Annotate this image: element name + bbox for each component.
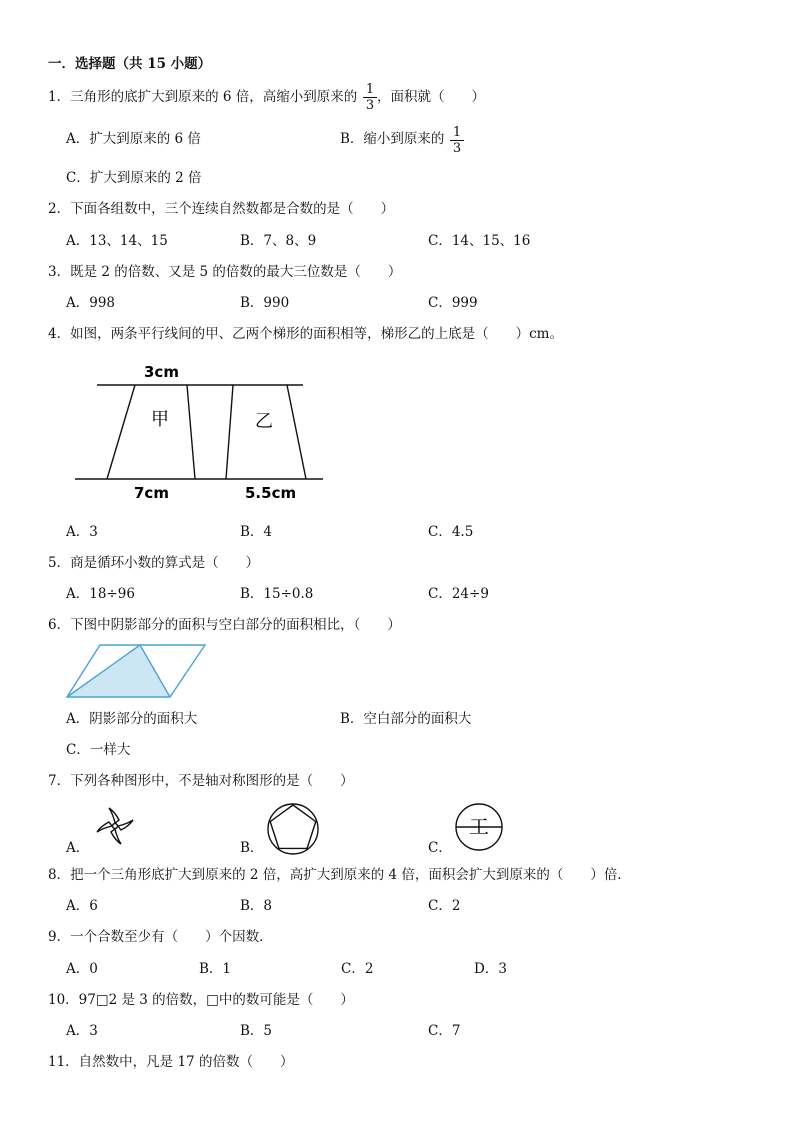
question-8-option-a[interactable]: A．6 [66, 898, 98, 914]
question-6-option-c[interactable]: C．一样大 [66, 742, 131, 758]
question-10-option-b[interactable]: B．5 [240, 1023, 273, 1039]
question-4-option-c[interactable]: C．4.5 [428, 524, 474, 540]
question-9-option-c[interactable]: C．2 [341, 961, 374, 977]
question-4-option-a[interactable]: A．3 [66, 524, 98, 540]
question-8-stem: 8．把一个三角形底扩大到原来的 2 倍，高扩大到原来的 4 倍，面积会扩大到原来的（ ）倍． [48, 867, 631, 883]
question-7-stem: 7．下列各种图形中，不是轴对称图形的是（ ） [48, 773, 354, 789]
question-2-stem: 2．下面各组数中，三个连续自然数都是合数的是（ ） [48, 201, 395, 217]
question-2-option-a[interactable]: A．13、14、15 [66, 233, 168, 249]
circle-gong-icon [454, 802, 504, 852]
question-10-option-a[interactable]: A．3 [66, 1023, 98, 1039]
question-8-option-b[interactable]: B．8 [240, 898, 273, 914]
question-4-option-b[interactable]: B．4 [240, 524, 273, 540]
figure-jia-label: 甲 [151, 409, 169, 430]
question-10-stem: 10．97□2 是 3 的倍数，□中的数可能是（ ） [48, 992, 354, 1008]
question-3-stem: 3．既是 2 的倍数、又是 5 的倍数的最大三位数是（ ） [48, 264, 402, 280]
question-5-option-b[interactable]: B．15÷0.8 [240, 586, 314, 602]
question-3-option-c[interactable]: C．999 [428, 295, 478, 311]
question-9-option-a[interactable]: A．0 [66, 961, 98, 977]
question-1-stem: 1．三角形的底扩大到原来的 6 倍，高缩小到原来的 [48, 89, 358, 105]
question-4-stem: 4．如图，两条平行线间的甲、乙两个梯形的面积相等，梯形乙的上底是（ ）cm。 [48, 326, 563, 342]
question-1-option-b[interactable]: B．缩小到原来的 [340, 131, 445, 147]
question-6-option-b[interactable]: B．空白部分的面积大 [340, 711, 472, 727]
question-11-stem: 11．自然数中，凡是 17 的倍数（ ） [48, 1054, 294, 1070]
question-9-option-b[interactable]: B．1 [199, 961, 232, 977]
question-7-option-a[interactable]: A． [66, 840, 90, 856]
figure-top-label: 3cm [144, 363, 179, 381]
question-8-option-c[interactable]: C．2 [428, 898, 461, 914]
question-3-option-b[interactable]: B．990 [240, 295, 290, 311]
circle-pentagon-icon [266, 802, 320, 856]
figure-bottom-left-label: 7cm [134, 484, 169, 502]
question-1-stem-end: ，面积就（ ） [377, 89, 485, 105]
question-7-option-b[interactable]: B． [240, 840, 264, 856]
figure-yi-label: 乙 [255, 411, 273, 432]
question-7-option-c[interactable]: C． [428, 840, 452, 856]
pinwheel-icon [90, 805, 140, 847]
question-5-option-a[interactable]: A．18÷96 [66, 586, 135, 602]
question-1-option-a[interactable]: A．扩大到原来的 6 倍 [66, 131, 201, 147]
question-9-option-d[interactable]: D．3 [474, 961, 507, 977]
question-5-stem: 5．商是循环小数的算式是（ ） [48, 555, 260, 571]
question-2-option-c[interactable]: C．14、15、16 [428, 233, 531, 249]
question-3-option-a[interactable]: A．998 [66, 295, 116, 311]
section-title: 一．选择题（共 15 小题） [48, 56, 212, 72]
question-1-option-b-fraction: 1 3 [450, 126, 464, 155]
question-6-option-a[interactable]: A．阴影部分的面积大 [66, 711, 198, 727]
question-5-option-c[interactable]: C．24÷9 [428, 586, 489, 602]
question-1-option-c[interactable]: C．扩大到原来的 2 倍 [66, 170, 202, 186]
figure-bottom-right-label: 5.5cm [245, 484, 297, 502]
question-1-fraction: 1 3 [363, 83, 377, 112]
question-2-option-b[interactable]: B．7、8、9 [240, 233, 317, 249]
gong-glyph: 工 [469, 814, 489, 839]
question-6-stem: 6．下图中阴影部分的面积与空白部分的面积相比，（ ） [48, 617, 401, 633]
question-9-stem: 9．一个合数至少有（ ）个因数． [48, 929, 273, 945]
question-10-option-c[interactable]: C．7 [428, 1023, 461, 1039]
